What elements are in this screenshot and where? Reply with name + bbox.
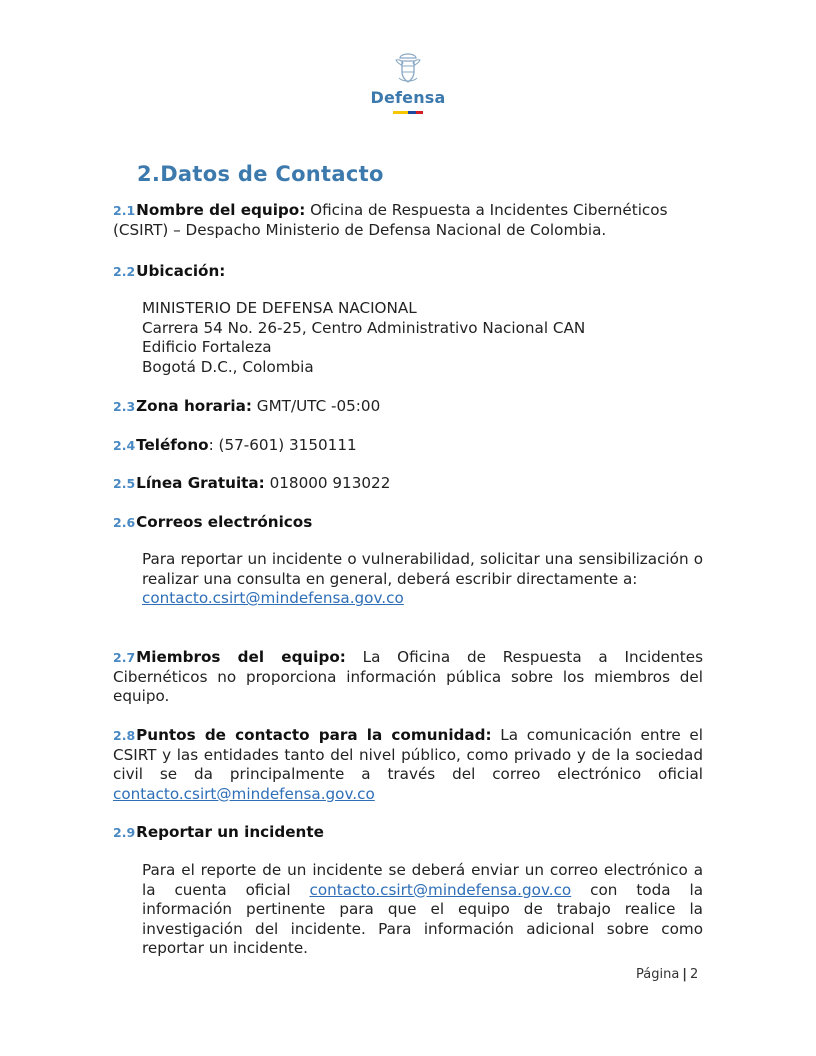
section-value: La comunicación entre el CSIRT y las entidades tanto del nivel público, como privado y de la sociedad civil se da principalmente a través del correo electrónico oficial [113,726,703,784]
section-2-8 [113,726,703,804]
section-value: : (57-601) 3150111 [208,436,357,454]
email-link[interactable]: contacto.csirt@mindefensa.gov.co [113,784,375,803]
section-label: Línea Gratuita: [136,474,265,492]
section-2-9 [113,823,703,843]
flag-red [416,111,423,114]
paragraph-text: Para el reporte de un incidente se deberá enviar un correo electrónico a la cuenta oficial [142,861,703,899]
section-label: Zona horaria: [136,397,252,415]
section-label: Reportar un incidente [136,823,324,841]
email-paragraph [142,550,703,609]
address-block [142,299,703,377]
defensa-logo [362,52,454,114]
section-label: Teléfono [136,436,209,454]
coat-of-arms-icon [393,52,423,86]
section-number: 2.4 [113,438,136,453]
section-number: 2.9 [113,825,136,840]
section-value: 018000 913022 [264,474,391,492]
section-2-7 [113,648,703,707]
page-number: 2 [690,967,699,982]
section-label: Miembros del equipo: [136,648,346,666]
section-heading [137,162,384,186]
paragraph-text: con toda la información pertinente para que el equipo de trabajo realice la investigación del incidente. Para información adicional sobre como reportar un incidente. [142,880,703,958]
address-line: Carrera 54 No. 26-25, Centro Administrativo Nacional CAN [142,318,586,337]
section-number: 2.2 [113,264,136,279]
section-number: 2.6 [113,515,136,530]
section-label: Puntos de contacto para la comunidad: [136,726,492,744]
page-separator: | [682,967,688,982]
heading-text: Datos de Contacto [160,162,384,186]
section-label: Correos electrónicos [136,513,313,531]
section-2-2 [113,262,703,282]
heading-number: 2. [137,162,161,186]
page-footer [636,967,698,982]
colombia-flag-stripe [393,111,423,114]
paragraph-text: Para reportar un incidente o vulnerabilidad, solicitar una sensibilización o realizar una consulta en general, deberá escribir directamente a: [142,550,703,588]
section-number: 2.3 [113,399,136,414]
section-number: 2.8 [113,728,136,743]
section-number: 2.1 [113,203,136,218]
section-value: La Oficina de Respuesta a Incidentes Cibernéticos no proporciona información pública sobre los miembros del equipo. [113,648,703,706]
section-label: Nombre del equipo: [136,201,306,219]
page-label: Página [636,967,680,982]
section-label: Ubicación: [136,262,226,280]
section-value: GMT/UTC -05:00 [251,397,381,415]
address-line: Bogotá D.C., Colombia [142,357,314,376]
section-value: Oficina de Respuesta a Incidentes Cibernéticos (CSIRT) – Despacho Ministerio de Defensa Nacional de Colombia. [113,201,668,239]
section-2-1 [113,201,703,240]
section-2-3 [113,397,703,417]
flag-yellow [393,111,408,114]
email-link[interactable]: contacto.csirt@mindefensa.gov.co [309,880,572,899]
section-2-6 [113,513,703,533]
section-number: 2.7 [113,650,136,665]
section-2-5 [113,474,703,494]
section-2-4 [113,436,703,456]
email-link[interactable]: contacto.csirt@mindefensa.gov.co [142,589,404,608]
section-number: 2.5 [113,476,136,491]
logo-text: Defensa [370,88,446,107]
address-line: Edificio Fortaleza [142,338,272,357]
report-paragraph [142,861,703,959]
flag-blue [408,111,416,114]
address-line: MINISTERIO DE DEFENSA NACIONAL [142,299,417,317]
